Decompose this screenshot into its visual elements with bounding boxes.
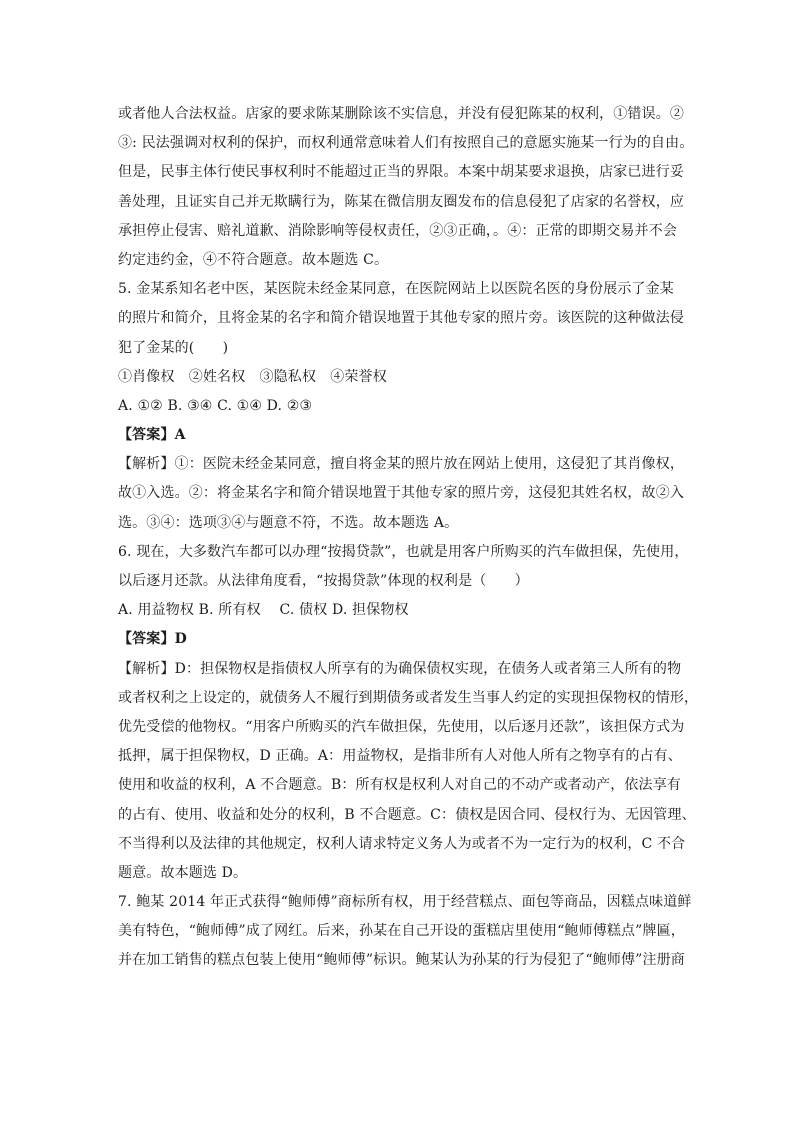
document-page (118, 100, 699, 976)
text-line: 的照片和简介，且将金某的名字和简介错误地置于其他专家的照片旁。该医院的这种做法侵 (118, 310, 684, 327)
text-line: 承担停止侵害、赔礼道歉、消除影响等侵权责任，②③正确，。④：正常的即期交易并不会 (118, 222, 677, 239)
text-line: 故①入选。②：将金某名字和简介错误地置于其他专家的照片旁，这侵犯其姓名权，故②入 (118, 485, 684, 502)
text-line: A. ①② B. ③④ C. ①④ D. ②③ (118, 397, 313, 414)
text-line: A. 用益物权 B. 所有权 C. 债权 D. 担保物权 (118, 602, 409, 619)
text-line: 不当得利以及法律的其他规定，权利人请求特定义务人为或者不为一定行为的权利，C 不合 (118, 835, 686, 852)
text-line: 约定违约金，④不符合题意。故本题选 C。 (118, 251, 389, 268)
text-line: 5. 金某系知名老中医，某医院未经金某同意，在医院网站上以医院名医的身份展示了金某 (118, 281, 674, 298)
text-line: 优先受偿的他物权。“用客户所购买的汽车做担保，先使用，以后逐月还款”，该担保方式为 (118, 718, 685, 735)
text-line: 题意。故本题选 D。 (118, 864, 248, 881)
text-line: 【解析】D：担保物权是指债权人所享有的为确保债权实现，在债务人或者第三人所有的物 (118, 660, 682, 677)
text-line: 【解析】①：医院未经金某同意，擅自将金某的照片放在网站上使用，这侵犯了其肖像权， (118, 456, 684, 473)
text-line: 选。③④：选项③④与题意不符，不选。故本题选 A。 (118, 514, 459, 531)
text-line: 犯了金某的( ) (118, 339, 229, 356)
text-line: 的占有、使用、收益和处分的权利，B 不合题意。C：债权是因合同、侵权行为、无因管理、 (118, 806, 696, 823)
text-line: 或者他人合法权益。店家的要求陈某删除该不实信息，并没有侵犯陈某的权利，①错误。② (118, 106, 684, 122)
text-line: 抵押，属于担保物权，D 正确。A：用益物权，是指非所有人对他人所有之物享有的占有、 (118, 748, 682, 765)
text-line: 并在加工销售的糕点包装上使用“鲍师傅”标识。鲍某认为孙某的行为侵犯了“鲍师傅”注册商 (118, 952, 685, 969)
text-line: ③: 民法强调对权利的保护，而权利通常意味着人们有按照自己的意愿实施某一行为的自由。 (118, 135, 694, 152)
text-line: 【答案】A (118, 427, 186, 444)
text-line: 6. 现在，大多数汽车都可以办理“按揭贷款”，也就是用客户所购买的汽车做担保，先使用， (118, 543, 689, 560)
text-line: 但是，民事主体行使民事权利时不能超过正当的界限。本案中胡某要求退换，店家已进行妥 (118, 164, 684, 181)
text-line: 善处理，且证实自己并无欺瞒行为，陈某在微信朋友圈发布的信息侵犯了店家的名誉权，应 (118, 193, 684, 210)
text-line: 【答案】D (118, 631, 187, 648)
text-line: 7. 鲍某 2014 年正式获得“鲍师傅”商标所有权，用于经营糕点、面包等商品，因糕点味道鲜 (118, 894, 692, 911)
text-line: 美有特色，“鲍师傅”成了网红。后来，孙某在自己开设的蛋糕店里使用“鲍师傅糕点”牌匾， (118, 923, 685, 940)
text-line: 或者权利之上设定的，就债务人不履行到期债务或者发生当事人约定的实现担保物权的情形， (118, 689, 699, 706)
text-line: 以后逐月还款。从法律角度看，“按揭贷款”体现的权利是（ ） (118, 573, 529, 589)
text-line: ①肖像权 ②姓名权 ③隐私权 ④荣誉权 (118, 368, 387, 385)
text-line: 使用和收益的权利，A 不合题意。B：所有权是权利人对自己的不动产或者动产，依法享有 (118, 777, 681, 794)
